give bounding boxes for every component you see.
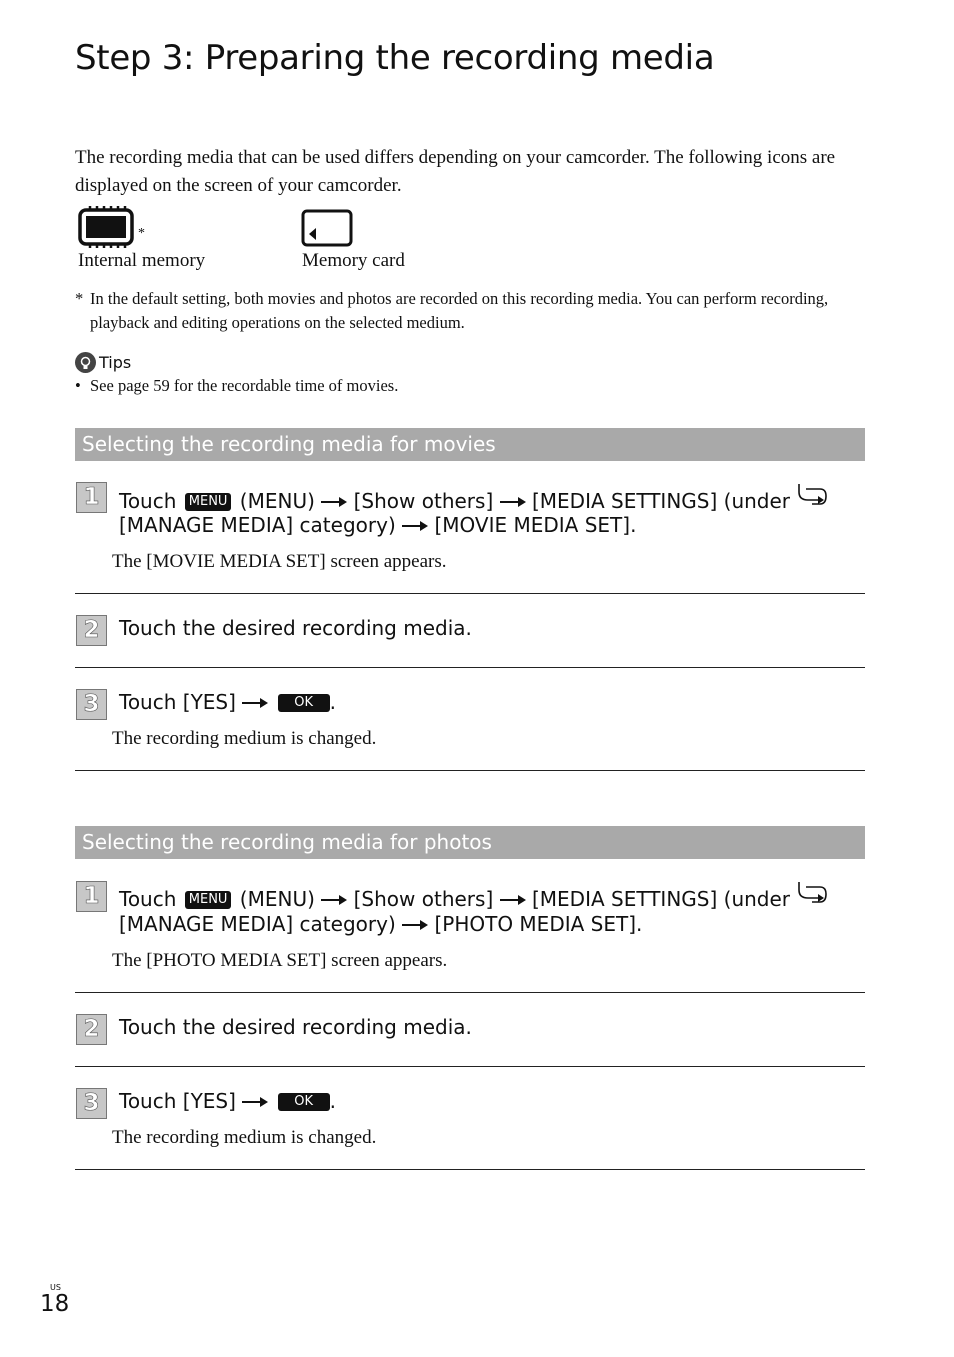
step-text: (MENU) [239,489,315,513]
ok-button-icon: OK [278,1093,330,1111]
footnote-text: In the default setting, both movies and photos are recorded on this recording media. You can perform recording, playback and editing operations on the selected medium. [90,289,829,332]
step-1-result: The [MOVIE MEDIA SET] screen appears. [112,551,447,572]
step-text: [PHOTO MEDIA SET]. [434,912,643,936]
step-touch-word: Touch [119,489,177,513]
step-3-result: The recording medium is changed. [112,728,377,749]
step-3-line: Touch [YES] OK . [119,1087,336,1116]
internal-memory-icon [78,206,134,253]
divider [75,992,865,993]
step-2-text: Touch the desired recording media. [119,616,472,640]
tips-heading [75,352,131,373]
step-text: [MEDIA SETTINGS] (under [531,887,791,911]
tips-bullet: • [75,376,81,395]
step-text: [Show others] [353,489,494,513]
manage-media-icon [796,482,828,516]
menu-button-icon: MENU [185,493,232,511]
step-text: [MEDIA SETTINGS] (under [531,489,791,513]
intro-paragraph: The recording media that can be used differs depending on your camcorder. The following icons are displayed on the screen of your camcorder. [75,147,836,196]
step-number-2: 2 [76,1014,107,1045]
step-number-1: 1 [76,482,107,513]
divider [75,1066,865,1067]
step-text: [Show others] [353,887,494,911]
step-1-line-2 [119,910,642,939]
tips-item-text: See page 59 for the recordable time of movies. [90,376,399,395]
step-3-result: The recording medium is changed. [112,1127,377,1148]
step-text: Touch [YES] [119,690,236,714]
step-text: (MENU) [239,887,315,911]
divider [75,593,865,594]
memory-card-icon [301,209,353,252]
step-touch-word: Touch [119,887,177,911]
arrow-right-icon [402,910,428,939]
internal-memory-label: Internal memory [78,250,206,271]
step-3-line: Touch [YES] OK . [119,688,336,717]
lightbulb-icon [75,352,96,373]
tips-item [75,376,398,396]
step-number-1: 1 [76,881,107,912]
manage-media-icon [796,880,828,914]
menu-button-icon: MENU [185,891,232,909]
page-title: Step 3: Preparing the recording media [75,38,715,78]
arrow-right-icon [242,1087,268,1116]
memory-card-label: Memory card [302,250,405,271]
section-heading-photos: Selecting the recording media for photos [75,826,865,859]
page-number: 18 [40,1291,70,1317]
step-1-line-1 [119,880,828,914]
footnote-mark: * [75,289,84,308]
step-text: [MANAGE MEDIA] category) [119,912,396,936]
arrow-right-icon [242,688,268,717]
step-2-text: Touch the desired recording media. [119,1015,472,1039]
ok-button-icon: OK [278,694,330,712]
step-text: [MOVIE MEDIA SET]. [434,513,637,537]
step-text: [MANAGE MEDIA] category) [119,513,396,537]
divider [75,667,865,668]
tips-heading-label: Tips [99,353,132,372]
step-1-line-2 [119,511,636,540]
internal-memory-footnote-mark: * [138,226,145,241]
region-code: US [50,1283,61,1292]
section-heading-movies: Selecting the recording media for movies [75,428,865,461]
divider [75,770,865,771]
step-number-3: 3 [76,689,107,720]
step-number-3: 3 [76,1088,107,1119]
divider [75,1169,865,1170]
step-1-result: The [PHOTO MEDIA SET] screen appears. [112,950,448,971]
footnote [75,287,865,335]
arrow-right-icon [402,511,428,540]
step-number-2: 2 [76,615,107,646]
step-text: Touch [YES] [119,1089,236,1113]
